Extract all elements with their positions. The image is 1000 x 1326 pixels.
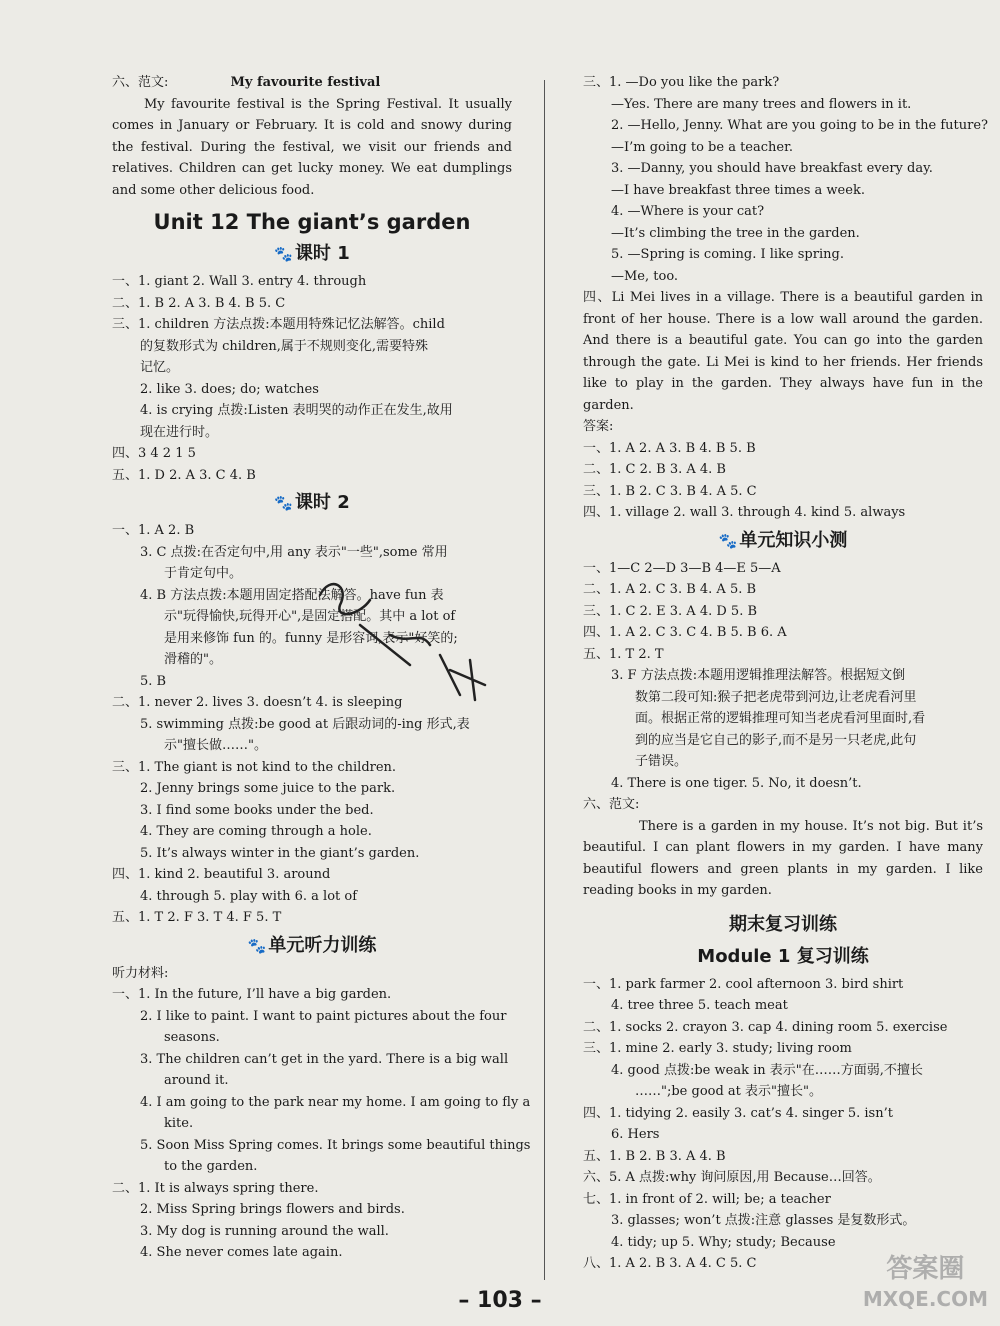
dialogue-line: 三、1. —Do you like the park?: [583, 75, 780, 90]
lesson-1-title: 课时 1: [294, 243, 350, 264]
answer-line: 滑稽的"。: [164, 652, 222, 667]
answer-line: 八、1. A 2. B 3. A 4. C 5. C: [583, 1256, 757, 1271]
dialogue-line: 4. —Where is your cat?: [611, 204, 765, 219]
handwritten-scribble: [300, 575, 500, 705]
review-subtitle: Module 1 复习训练: [697, 945, 869, 967]
answer-line: 4. good 点拨:be weak in 表示"在……方面弱,不擅长: [611, 1062, 923, 1078]
answer-line: 三、1. B 2. C 3. B 4. A 5. C: [583, 483, 757, 499]
answer-line: 四、1. A 2. C 3. C 4. B 5. B 6. A: [583, 625, 787, 640]
answer-line: 6. Hers: [611, 1127, 660, 1142]
answer-line: 面。根据正常的逻辑推理可知当老虎看河里面时,看: [635, 711, 926, 726]
answer-line: 2. I like to paint. I want to paint pictures about the four: [140, 1008, 507, 1024]
answer-line: 示"玩得愉快,玩得开心",是固定搭配。其中 a lot of: [164, 609, 456, 624]
answer-line: around it.: [164, 1073, 229, 1088]
answer-line: seasons.: [164, 1030, 220, 1045]
watermark-text: 答案圈: [886, 1254, 965, 1284]
answer-line: 数第二段可知:猴子把老虎带到河边,让老虎看河里: [635, 689, 917, 705]
lesson-1-heading: [112, 239, 512, 269]
right-column: [583, 72, 989, 1275]
answers-label: 答案:: [583, 419, 614, 434]
answer-line: 4. B 方法点拨:本题用固定搭配法解答。have fun 表: [140, 587, 444, 603]
answer-line: kite.: [164, 1116, 194, 1131]
answer-line: 五、1. T 2. T: [583, 646, 664, 662]
answer-line: 现在进行时。: [140, 424, 219, 440]
answer-line: 四、1. tidying 2. easily 3. cat’s 4. singer 5. isn’t: [583, 1105, 893, 1121]
answer-line: to the garden.: [164, 1159, 258, 1174]
watermark: [863, 1254, 988, 1314]
column-divider: [544, 80, 545, 1280]
answer-line: 四、3 4 2 1 5: [112, 446, 196, 461]
answer-line: 5. Soon Miss Spring comes. It brings some beautiful things: [140, 1137, 531, 1153]
answer-line: ……";be good at 表示"擅长"。: [635, 1084, 823, 1099]
answer-line: 四、1. kind 2. beautiful 3. around: [112, 867, 331, 882]
answer-line: 一、1. giant 2. Wall 3. entry 4. through: [112, 274, 367, 289]
paw-icon: 🐾: [274, 245, 293, 263]
answer-line: 5. It’s always winter in the giant’s garden.: [140, 845, 420, 861]
answer-line: 二、1. It is always spring there.: [112, 1180, 319, 1196]
answer-line: 六、5. A 点拨:why 询问原因,用 Because…回答。: [583, 1170, 881, 1185]
quiz-title: 单元知识小测: [739, 529, 848, 551]
answer-line: 五、1. D 2. A 3. C 4. B: [112, 467, 256, 483]
answer-line: 一、1—C 2—D 3—B 4—E 5—A: [583, 560, 781, 576]
answer-line: 4. I am going to the park near my home. I am going to fly a: [140, 1094, 531, 1110]
answer-line: 三、1. children 方法点拨:本题用特殊记忆法解答。child: [112, 317, 445, 332]
dialogue-line: —Me, too.: [611, 268, 679, 284]
dialogue-line: 3. —Danny, you should have breakfast every day.: [611, 161, 933, 176]
answer-line: 二、1. C 2. B 3. A 4. B: [583, 462, 726, 477]
answer-line: 5. B: [140, 673, 167, 689]
answer-line: 4. She never comes late again.: [140, 1245, 343, 1260]
answer-line: 4. through 5. play with 6. a lot of: [140, 888, 358, 904]
answer-line: 一、1. A 2. A 3. B 4. B 5. B: [583, 440, 756, 456]
answer-line: 四、1. village 2. wall 3. through 4. kind 5. always: [583, 505, 906, 520]
watermark-url: MXQE.COM: [862, 1287, 988, 1311]
answer-line: 三、1. mine 2. early 3. study; living room: [583, 1041, 852, 1056]
answer-line: 到的应当是它自己的影子,而不是另一只老虎,此句: [635, 732, 917, 748]
answer-line: 4. tree three 5. teach meat: [611, 998, 788, 1013]
listening-label: 听力材料:: [112, 965, 169, 981]
answer-line: 一、1. In the future, I’ll have a big garden.: [112, 987, 392, 1002]
passage-text: 四、Li Mei lives in a village. There is a beautiful garden in front of her house. There is a low wall around the garden. And there is a beautiful gate. You can go into the garden through the gate. Li Mei is kind to her friends. Her friends like to play in the garden. They always have fun in the garden.: [583, 290, 983, 413]
dialogue-line: 2. —Hello, Jenny. What are you going to be in the future?: [611, 118, 989, 133]
page-number: – 103 –: [458, 1288, 542, 1313]
answer-line: 4. There is one tiger. 5. No, it doesn’t.: [611, 775, 862, 791]
answer-line: 五、1. T 2. F 3. T 4. F 5. T: [112, 910, 282, 925]
essay-text: My favourite festival is the Spring Festival. It usually comes in January or February. It is cold and snowy during the festival. During the festival, we visit our friends and relatives. Children can get lucky money. We eat dumplings and some other delicious food.: [112, 96, 512, 198]
dialogue-line: —I have breakfast three times a week.: [611, 182, 865, 198]
answer-line: 3. My dog is running around the wall.: [140, 1223, 389, 1239]
answer-line: 示"擅长做……"。: [164, 738, 267, 753]
listening-heading: [112, 931, 512, 961]
answer-line: 2. like 3. does; do; watches: [140, 381, 319, 397]
essay-label: 六、范文:: [112, 75, 169, 90]
answer-line: 二、1. B 2. A 3. B 4. B 5. C: [112, 295, 286, 311]
answer-line: 二、1. never 2. lives 3. doesn’t 4. is sleeping: [112, 695, 403, 710]
lesson-2-title: 课时 2: [294, 492, 350, 513]
unit-title: Unit 12 The giant’s garden: [153, 210, 471, 234]
answer-line: 3. C 点拨:在否定句中,用 any 表示"一些",some 常用: [140, 544, 448, 560]
answer-line: 3. glasses; won’t 点拨:注意 glasses 是复数形式。: [611, 1213, 916, 1228]
answer-line: 2. Jenny brings some juice to the park.: [140, 781, 396, 796]
answer-line: 是用来修饰 fun 的。funny 是形容词,表示"好笑的;: [164, 630, 458, 646]
answer-line: 的复数形式为 children,属于不规则变化,需要特殊: [140, 338, 428, 354]
answer-line: 3. The children can’t get in the yard. There is a big wall: [140, 1051, 509, 1067]
lesson-2-heading: [112, 488, 512, 518]
listening-title: 单元听力训练: [268, 934, 377, 956]
paw-icon: 🐾: [274, 494, 293, 512]
answer-line: 二、1. socks 2. crayon 3. cap 4. dining room 5. exercise: [583, 1019, 948, 1035]
quiz-essay: There is a garden in my house. It’s not big. But it’s beautiful. I can plant flowers in my garden. I have many beautiful flowers and green plants in my garden. I like reading books in my garden.: [583, 818, 983, 898]
answer-line: 三、1. The giant is not kind to the children.: [112, 759, 397, 775]
answer-line: 一、1. A 2. B: [112, 523, 195, 538]
answer-line: 记忆。: [140, 360, 180, 375]
answer-line: 一、1. park farmer 2. cool afternoon 3. bird shirt: [583, 976, 904, 992]
answer-line: 5. swimming 点拨:be good at 后跟动词的-ing 形式,表: [140, 716, 470, 732]
answer-line: 五、1. B 2. B 3. A 4. B: [583, 1148, 726, 1164]
answer-line: 4. tidy; up 5. Why; study; Because: [611, 1234, 836, 1250]
answer-line: 3. I find some books under the bed.: [140, 802, 374, 818]
answer-line: 4. They are coming through a hole.: [140, 824, 372, 839]
dialogue-line: —Yes. There are many trees and flowers in it.: [611, 96, 912, 112]
answer-line: 4. is crying 点拨:Listen 表明哭的动作正在发生,故用: [140, 403, 453, 418]
answer-line: 子错误。: [635, 754, 688, 769]
quiz-heading: [583, 526, 983, 556]
answer-line: 3. F 方法点拨:本题用逻辑推理法解答。根据短文倒: [611, 668, 906, 683]
dialogue-line: —It’s climbing the tree in the garden.: [611, 225, 860, 241]
review-title: 期末复习训练: [729, 913, 837, 935]
answer-line: 2. Miss Spring brings flowers and birds.: [140, 1202, 405, 1217]
answer-line: 七、1. in front of 2. will; be; a teacher: [583, 1191, 831, 1207]
essay-heading: [112, 72, 512, 94]
quiz-essay-label: 六、范文:: [583, 797, 640, 812]
paw-icon: 🐾: [247, 936, 267, 955]
answer-line: 二、1. A 2. C 3. B 4. A 5. B: [583, 582, 757, 597]
answer-line: 三、1. C 2. E 3. A 4. D 5. B: [583, 603, 758, 619]
essay-title: My favourite festival: [230, 75, 381, 90]
paw-icon: 🐾: [718, 531, 738, 550]
answer-line: 于肯定句中。: [164, 566, 243, 581]
dialogue-line: —I’m going to be a teacher.: [611, 139, 794, 155]
dialogue-line: 5. —Spring is coming. I like spring.: [611, 247, 844, 262]
